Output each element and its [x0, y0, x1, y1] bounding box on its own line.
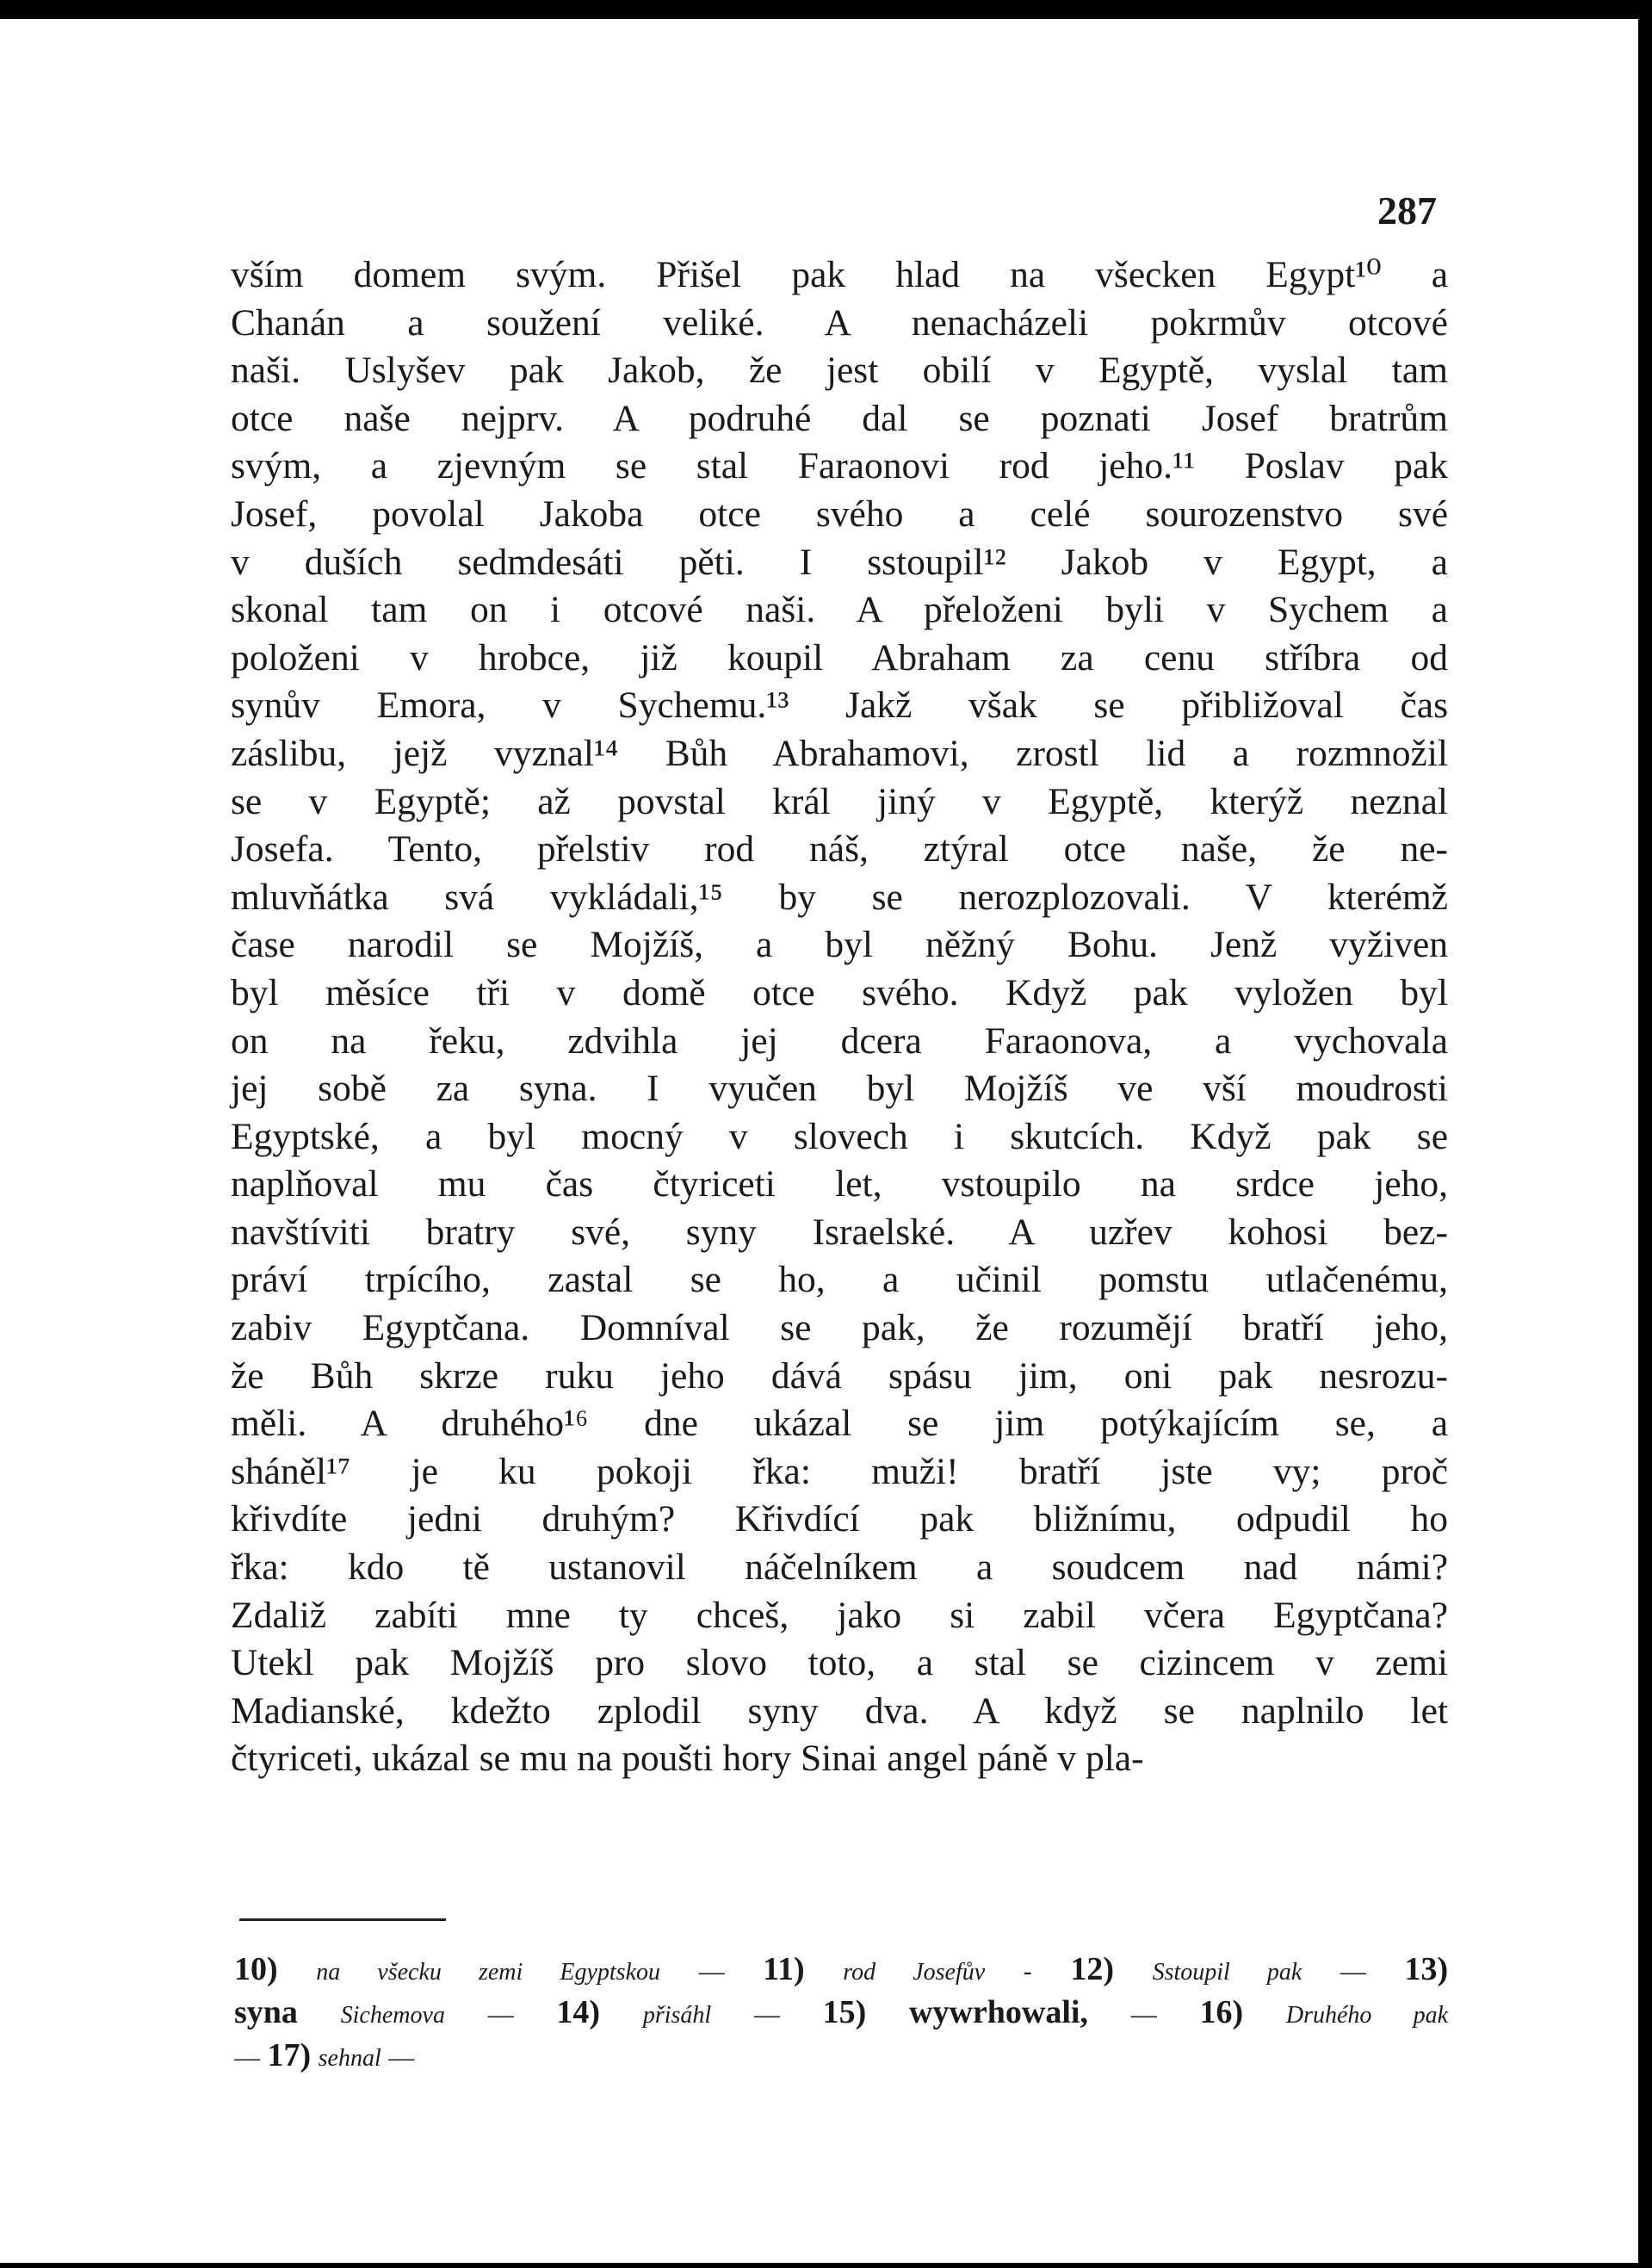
footnote-number: 13) — [1404, 1951, 1449, 1987]
footnote-text: wywrhowali, — [909, 1994, 1088, 2030]
text-line: že Bůh skrze ruku jeho dává spásu jim, oni pak nesrozu- — [231, 1354, 1448, 1397]
footnote-separator: — — [698, 1957, 725, 1986]
footnote-separator: — — [234, 2043, 260, 2072]
scan-border-bottom — [0, 2263, 1652, 2268]
footnote-number: 12) — [1070, 1951, 1114, 1987]
footnote-line — [234, 2034, 1448, 2077]
text-line: Madianské, kdežto zplodil syny dva. A když se naplnilo let — [231, 1689, 1448, 1732]
text-line: křivdíte jedni druhým? Křivdící pak bližnímu, odpudil ho — [231, 1498, 1448, 1540]
text-line: čase narodil se Mojžíš, a byl něžný Bohu. Jenž vyživen — [231, 924, 1448, 966]
footnote-number: 16) — [1199, 1994, 1244, 2030]
footnote-separator: — — [1340, 1957, 1366, 1986]
footnotes — [234, 1948, 1448, 2077]
footnote-separator: — — [753, 2000, 780, 2029]
footnote-line — [234, 1948, 1448, 1991]
footnote-text: syna — [234, 1994, 298, 2030]
text-line: měli. A druhého¹⁶ dne ukázal se jim potýkajícím se, a — [231, 1403, 1448, 1445]
text-line: zabiv Egyptčana. Domníval se pak, že rozumějí bratří jeho, — [231, 1307, 1448, 1349]
footnote-number: 15) — [822, 1994, 867, 2030]
text-line: Utekl pak Mojžíš pro slovo toto, a stal se cizincem v zemi — [231, 1642, 1448, 1684]
text-line: Josef, povolal Jakoba otce svého a celé sourozenstvo své — [231, 493, 1448, 535]
text-line: Josefa. Tento, přelstiv rod náš, ztýral otce naše, že ne- — [231, 828, 1448, 871]
footnote-divider — [239, 1918, 446, 1921]
footnote-text: Sstoupil pak — [1152, 1959, 1302, 1986]
text-line: mluvňátka svá vykládali,¹⁵ by se nerozplozovali. V kterémž — [231, 876, 1448, 918]
text-line: čtyriceti, ukázal se mu na poušti hory Sinai angel páně v pla- — [231, 1738, 1144, 1780]
text-line: záslibu, jejž vyznal¹⁴ Bůh Abrahamovi, zrostl lid a rozmnožil — [231, 732, 1448, 774]
text-line: vším domem svým. Přišel pak hlad na všecken Egypt¹⁰ a — [231, 254, 1448, 295]
footnote-text: sehnal — [318, 2045, 381, 2072]
text-line: otce naše nejprv. A podruhé dal se poznati Josef bratrům — [231, 397, 1448, 439]
text-line: Chanán a soužení veliké. A nenacházeli pokrmův otcové — [231, 301, 1448, 344]
text-line: se v Egyptě; až povstal král jiný v Egyptě, kterýž neznal — [231, 780, 1448, 822]
text-line: synův Emora, v Sychemu.¹³ Jakž však se přibližoval čas — [231, 685, 1448, 727]
text-line: Egyptské, a byl mocný v slovech i skutcích. Když pak se — [231, 1115, 1448, 1157]
page-number: 287 — [1377, 189, 1437, 232]
body-text — [231, 251, 1448, 1783]
footnote-number: 14) — [556, 1994, 601, 2030]
text-line: svým, a zjevným se stal Faraonovi rod jeho.¹¹ Poslav pak — [231, 445, 1448, 487]
footnote-text: na všecku zemi Egyptskou — [316, 1959, 660, 1986]
text-line: navštíviti bratry své, syny Israelské. A uzřev kohosi bez- — [231, 1211, 1448, 1253]
footnote-text: rod Josefův — [843, 1959, 986, 1986]
text-line: jej sobě za syna. I vyučen byl Mojžíš ve vší moudrosti — [231, 1068, 1448, 1110]
footnote-number: 10) — [234, 1951, 278, 1987]
footnote-separator: — — [487, 2000, 514, 2029]
text-line: skonal tam on i otcové naši. A přeloženi byli v Sychem a — [231, 589, 1448, 631]
text-line: položeni v hrobce, již koupil Abraham za cenu stříbra od — [231, 636, 1448, 679]
footnote-text: Sichemova — [340, 2002, 445, 2029]
text-line: Zdaliž zabíti mne ty chceš, jako si zabil včera Egyptčana? — [231, 1594, 1448, 1636]
text-line: on na řeku, zdvihla jej dcera Faraonova, a vychovala — [231, 1019, 1448, 1062]
text-line: naši. Uslyšev pak Jakob, že jest obilí v Egyptě, vyslal tam — [231, 350, 1448, 392]
text-line: v duších sedmdesáti pěti. I sstoupil¹² Jakob v Egypt, a — [231, 541, 1448, 583]
footnote-separator: - — [1023, 1957, 1032, 1986]
footnote-separator: — — [1130, 2000, 1157, 2029]
text-line: práví trpícího, zastal se ho, a učinil pomstu utlačenému, — [231, 1259, 1448, 1301]
footnote-line — [234, 1991, 1448, 2034]
text-line: řka: kdo tě ustanovil náčelníkem a soudcem nad námi? — [231, 1546, 1448, 1589]
footnote-number: 17) — [267, 2037, 312, 2073]
footnote-text: přisáhl — [642, 2002, 712, 2029]
scan-border-right — [1638, 0, 1652, 2268]
text-line: byl měsíce tři v domě otce svého. Když pak vyložen byl — [231, 971, 1448, 1013]
footnote-separator: — — [388, 2043, 415, 2072]
footnote-text: Druhého pak — [1285, 2002, 1449, 2029]
text-line: naplňoval mu čas čtyriceti let, vstoupilo na srdce jeho, — [231, 1163, 1448, 1205]
text-line: sháněl¹⁷ je ku pokoji řka: muži! bratří jste vy; proč — [231, 1450, 1448, 1492]
scan-border-top — [0, 0, 1652, 19]
footnote-number: 11) — [763, 1951, 805, 1987]
